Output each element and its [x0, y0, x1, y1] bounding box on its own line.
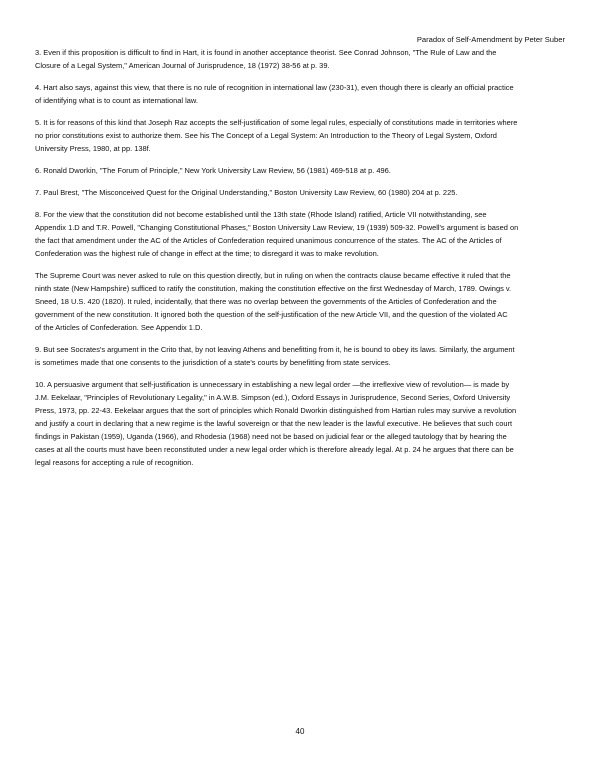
text-line: and justify a court in declaring that a new regime is the lawful sovereign or that the new leader is the lawful executive. He believes that such court — [35, 419, 513, 428]
text-line: 4. Hart also says, against this view, that there is no rule of recognition in international law (230-31), even though there is clearly an official practice — [35, 83, 514, 92]
text-line: 7. Paul Brest, "The Misconceived Quest for the Original Understanding," Boston University Law Review, 60 (1980) 204 at p. 225. — [35, 188, 458, 197]
text-line: of the Articles of Confederation. See Appendix 1.D. — [35, 323, 203, 332]
text-line: 10. A persuasive argument that self-justification is unnecessary in establishing a new legal order —the irreflexive view of revolution— is made by — [35, 380, 510, 389]
endnote-paragraph — [35, 116, 567, 155]
running-header: Paradox of Self-Amendment by Peter Suber — [416, 35, 565, 44]
text-line: Confederation was the highest rule of change in effect at the time; to disregard it was to make revolution. — [35, 249, 379, 258]
endnote-paragraph — [35, 164, 567, 177]
text-line: Appendix 1.D and T.R. Powell, "Changing Constitutional Phases," Boston University Law Review, 19 (1939) 509-32. Powell's argument is based on — [35, 223, 519, 232]
text-line: 8. For the view that the constitution did not become established until the 13th state (Rhode Island) ratified, Article VII notwithstanding, see — [35, 210, 487, 219]
text-line: Closure of a Legal System," American Journal of Jurisprudence, 18 (1972) 38-56 at p. 39. — [35, 61, 330, 70]
text-line: 9. But see Socrates's argument in the Crito that, by not leaving Athens and benefitting from it, he is bound to obey its laws. Similarly, the argument — [35, 345, 515, 354]
text-line: is sometimes made that one consents to the jurisdiction of a state's courts by benefitting from state services. — [35, 358, 391, 367]
text-line: findings in Pakistan (1959), Uganda (1966), and Rhodesia (1968) need not be based on judicial fear or the alleged tautology that by hearing the — [35, 432, 507, 441]
text-line: ninth state (New Hampshire) sufficed to ratify the constitution, making the constitution effective on the first Wednesday of March, 1789. Owings v. — [35, 284, 512, 293]
text-line: no prior constitutions exist to authorize them. See his The Concept of a Legal System: An Introduction to the Theory of Legal System, Oxford — [35, 131, 497, 140]
text-line: University Press, 1980, at pp. 138f. — [35, 144, 151, 153]
endnote-paragraph — [35, 186, 567, 199]
endnote-paragraph — [35, 378, 567, 469]
page-number: 40 — [295, 727, 305, 736]
text-line: Sneed, 18 U.S. 420 (1820). It ruled, incidentally, that there was no overlap between the governments of the Articles of Confederation and the — [35, 297, 497, 306]
endnotes — [35, 46, 567, 478]
text-line: 6. Ronald Dworkin, "The Forum of Principle," New York University Law Review, 56 (1981) 469-518 at p. 496. — [35, 166, 391, 175]
text-line: J.M. Eekelaar, "Principles of Revolutionary Legality," in A.W.B. Simpson (ed.), Oxford Essays in Jurisprudence, Second Series, Oxford University — [35, 393, 511, 402]
text-line: legal reasons for accepting a rule of recognition. — [35, 458, 194, 467]
text-line: government of the new constitution. It ignored both the question of the self-justification of the new Article VII, and the question of the violated AC — [35, 310, 508, 319]
text-line: 3. Even if this proposition is difficult to find in Hart, it is found in another acceptance theorist. See Conrad Johnson, "The Rule of Law and the — [35, 48, 497, 57]
endnote-paragraph — [35, 208, 567, 260]
endnote-paragraph — [35, 46, 567, 72]
text-line: cases at all the courts must have been reconstituted under a new legal order which is therefore already legal. At p. 24 he argues that there can be — [35, 445, 514, 454]
text-line: 5. It is for reasons of this kind that Joseph Raz accepts the self-justification of some legal rules, especially of constitutions made in territories where — [35, 118, 518, 127]
endnote-paragraph — [35, 343, 567, 369]
text-line: of identifying what is to count as international law. — [35, 96, 198, 105]
text-line: the fact that amendment under the AC of the Articles of Confederation required unanimous concurrence of the states. The AC of the Articles of — [35, 236, 502, 245]
text-line: Press, 1973, pp. 22-43. Eekelaar argues that the sort of principles which Ronald Dworkin distinguished from Hartian rules may survive a revolution — [35, 406, 517, 415]
endnote-paragraph — [35, 81, 567, 107]
text-line: The Supreme Court was never asked to rule on this question directly, but in ruling on when the contracts clause became effective it ruled that the — [35, 271, 511, 280]
endnote-paragraph — [35, 269, 567, 334]
